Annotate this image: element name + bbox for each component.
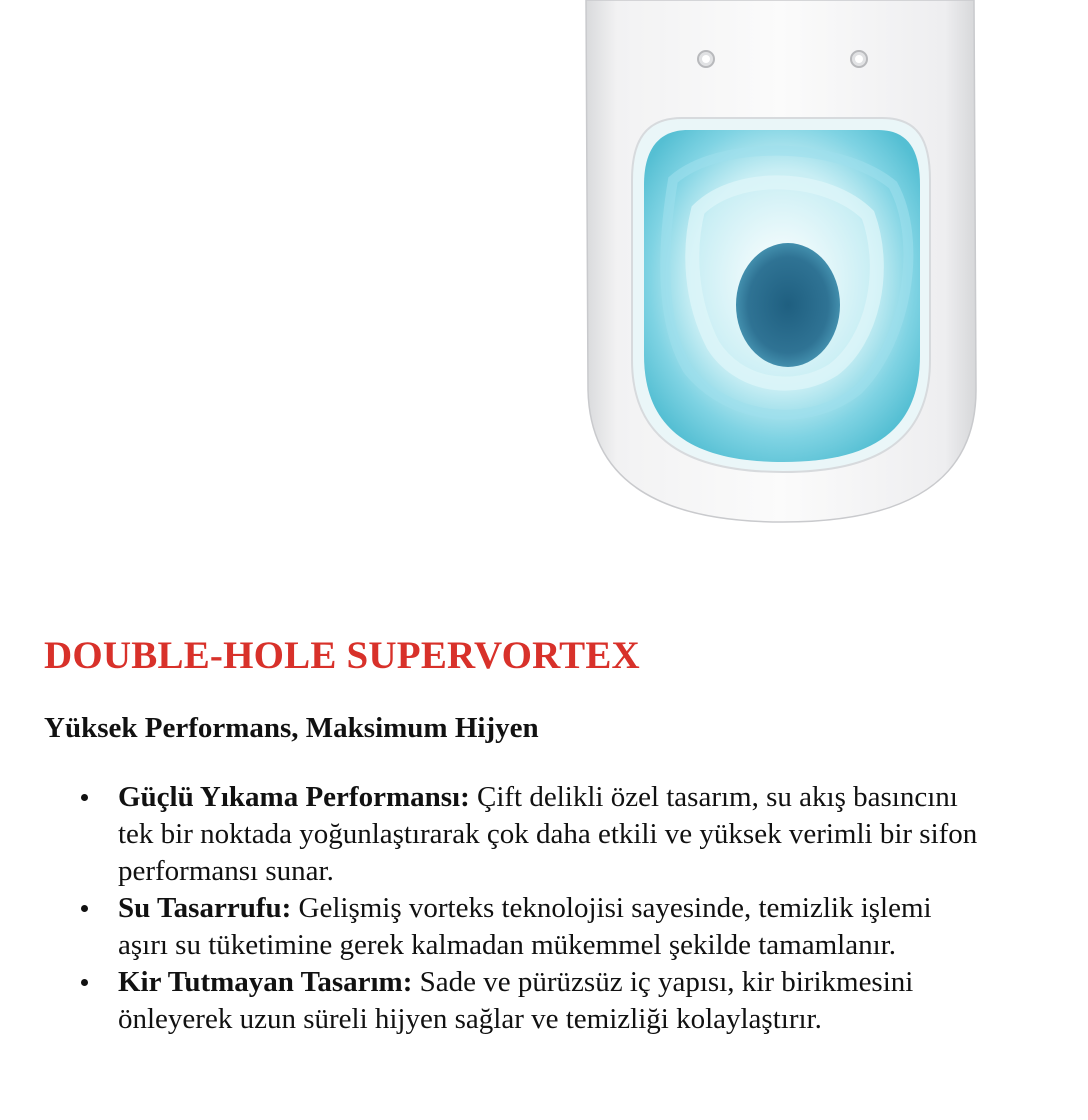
page-title: DOUBLE-HOLE SUPERVORTEX: [44, 634, 640, 677]
feature-text: Çift delikli özel tasarım, su akış basıncını tek bir noktada yoğunlaştırarak çok daha etkili ve yüksek verimli bir sifon performansı sunar.: [118, 781, 978, 887]
bullet-icon: [81, 905, 88, 912]
feature-item-water-saving: [118, 890, 978, 964]
bullet-icon: [81, 979, 88, 986]
toilet-bowl-image: [578, 0, 982, 530]
feature-label: Güçlü Yıkama Performansı:: [118, 781, 477, 813]
bullet-icon: [81, 794, 88, 801]
feature-item-flush-performance: [118, 779, 978, 890]
feature-text: Gelişmiş vorteks teknolojisi sayesinde, temizlik işlemi aşırı su tüketimine gerek kalmadan mükemmel şekilde tamamlanır.: [118, 892, 932, 961]
feature-label: Su Tasarrufu:: [118, 892, 299, 924]
feature-label: Kir Tutmayan Tasarım:: [118, 966, 420, 998]
page-subtitle: Yüksek Performans, Maksimum Hijyen: [44, 712, 539, 744]
feature-text: Sade ve pürüzsüz iç yapısı, kir birikmesini önleyerek uzun süreli hijyen sağlar ve temizliği kolaylaştırır.: [118, 966, 914, 1035]
feature-item-dirt-resistant: [118, 964, 978, 1038]
feature-list: [118, 779, 978, 1038]
